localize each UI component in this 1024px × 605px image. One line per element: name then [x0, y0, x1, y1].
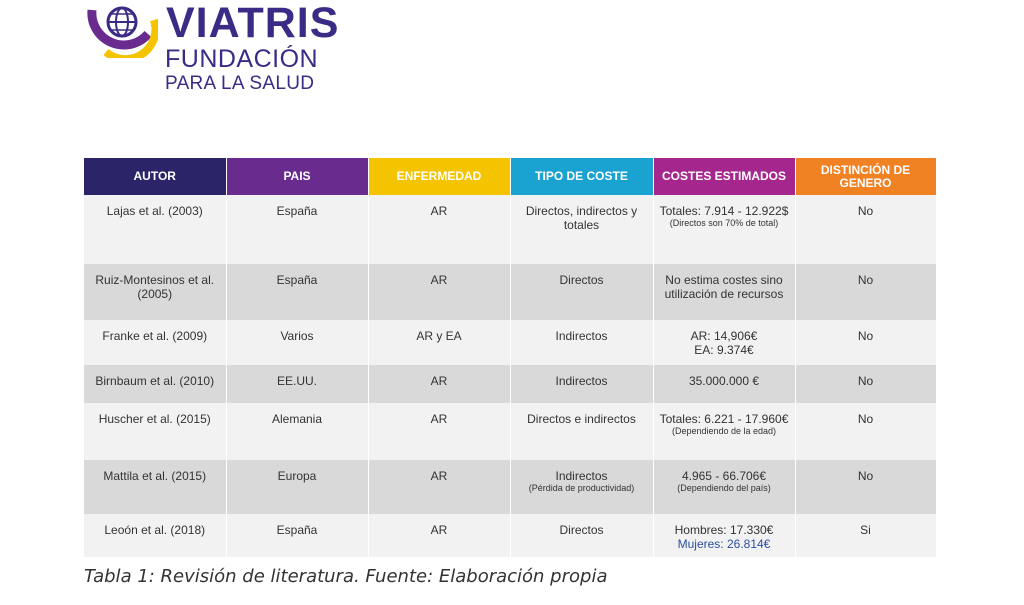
header-pais: PAIS: [226, 158, 368, 195]
cell-genero: No: [795, 403, 936, 460]
cell-genero: No: [795, 264, 936, 320]
cell-costes: [653, 460, 795, 514]
cell-enfermedad: AR: [368, 514, 510, 557]
cell-costes: [653, 514, 795, 557]
cell-enfermedad: AR: [368, 403, 510, 460]
literature-review-table: [84, 158, 937, 557]
cell-genero: No: [795, 195, 936, 264]
costes-value: 4.965 - 66.706€: [681, 469, 767, 483]
cell-tipo: Directos: [510, 264, 653, 320]
cell-tipo: Directos e indirectos: [510, 403, 653, 460]
costes-value: AR: 14,906€: [690, 329, 758, 343]
brand-subtitle-1: FUNDACIÓN: [165, 45, 319, 73]
cell-tipo: Indirectos: [510, 320, 653, 365]
cell-autor: Mattila et al. (2015): [84, 460, 226, 514]
cell-pais: Varios: [226, 320, 368, 365]
cell-costes: 35.000.000 €: [653, 365, 795, 403]
table-row: [84, 460, 936, 514]
cell-pais: España: [226, 195, 368, 264]
costes-value-2: Mujeres: 26.814€: [677, 537, 771, 551]
costes-value: Hombres: 17.330€: [674, 523, 774, 537]
costes-value: Totales: 6.221 - 17.960€: [659, 412, 789, 426]
cell-tipo: Indirectos: [510, 365, 653, 403]
cell-enfermedad: AR: [368, 264, 510, 320]
cell-enfermedad: AR: [368, 460, 510, 514]
table-row: [84, 195, 936, 264]
cell-tipo: [510, 460, 653, 514]
cell-costes: [653, 320, 795, 365]
globe-logo-icon: [86, 0, 158, 58]
costes-note: (Dependiendo de la edad): [671, 426, 777, 436]
cell-autor: Ruiz-Montesinos et al. (2005): [84, 264, 226, 320]
cell-enfermedad: AR: [368, 195, 510, 264]
cell-autor: Franke et al. (2009): [84, 320, 226, 365]
header-autor: AUTOR: [84, 158, 226, 195]
cell-costes: [653, 403, 795, 460]
header-tipo-coste: TIPO DE COSTE: [510, 158, 653, 195]
cell-pais: España: [226, 514, 368, 557]
cell-pais: Europa: [226, 460, 368, 514]
cell-pais: España: [226, 264, 368, 320]
table-row: [84, 365, 936, 403]
costes-note: (Directos son 70% de total): [669, 218, 779, 228]
costes-note: (Dependiendo del país): [677, 483, 771, 493]
table-header-row: [84, 158, 936, 195]
cell-pais: Alemania: [226, 403, 368, 460]
header-enfermedad: ENFERMEDAD: [368, 158, 510, 195]
table-row: [84, 264, 936, 320]
table-caption: Tabla 1: Revisión de literatura. Fuente: Elaboración propia: [84, 566, 608, 587]
cell-autor: Birnbaum et al. (2010): [84, 365, 226, 403]
costes-value-2: EA: 9.374€: [694, 343, 754, 357]
table-row: [84, 403, 936, 460]
cell-autor: Lajas et al. (2003): [84, 195, 226, 264]
cell-tipo: Directos: [510, 514, 653, 557]
brand-subtitle-2: PARA LA SALUD: [165, 73, 315, 94]
viatris-logo: [86, 0, 366, 100]
cell-pais: EE.UU.: [226, 365, 368, 403]
tipo-value: Indirectos: [555, 469, 608, 483]
brand-name: VIATRIS: [166, 0, 340, 47]
cell-costes: No estima costes sino utilización de recursos: [653, 264, 795, 320]
cell-genero: No: [795, 460, 936, 514]
cell-enfermedad: AR y EA: [368, 320, 510, 365]
table-row: [84, 320, 936, 365]
tipo-note: (Pérdida de productividad): [528, 483, 635, 493]
cell-genero: Si: [795, 514, 936, 557]
header-costes-estimados: COSTES ESTIMADOS: [653, 158, 795, 195]
table-row: [84, 514, 936, 557]
costes-value: Totales: 7.914 - 12.922$: [659, 204, 789, 218]
cell-tipo: Directos, indirectos y totales: [510, 195, 653, 264]
cell-genero: No: [795, 365, 936, 403]
cell-genero: No: [795, 320, 936, 365]
cell-costes: [653, 195, 795, 264]
header-distincion-genero: DISTINCIÓN DE GENERO: [795, 158, 936, 195]
cell-enfermedad: AR: [368, 365, 510, 403]
cell-autor: Leoón et al. (2018): [84, 514, 226, 557]
cell-autor: Huscher et al. (2015): [84, 403, 226, 460]
